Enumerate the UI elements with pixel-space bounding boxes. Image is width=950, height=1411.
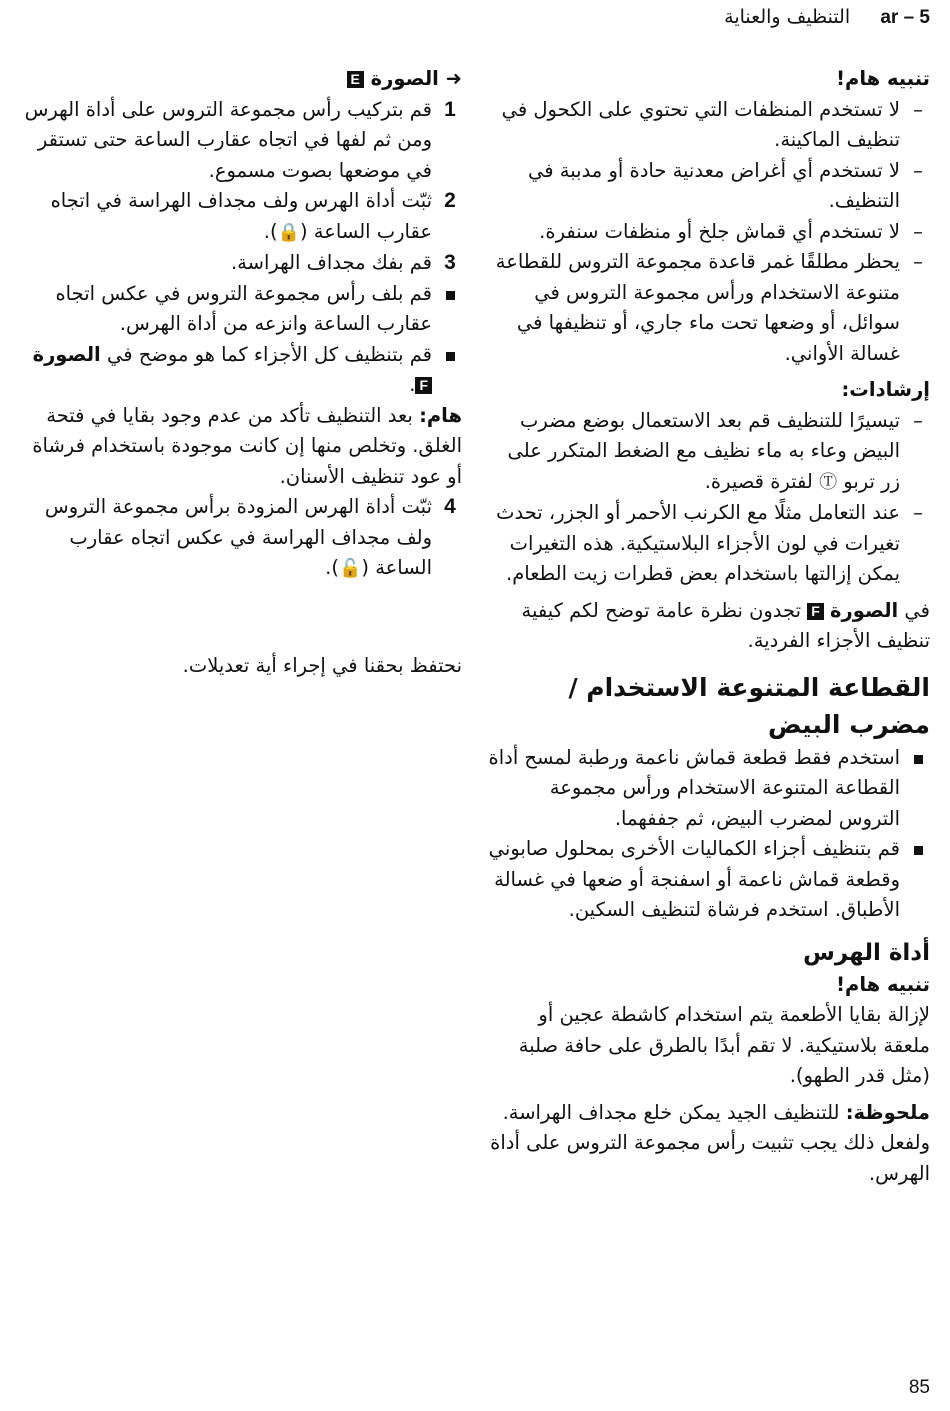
dash-marker: – bbox=[913, 219, 923, 243]
masher-caution-text: لإزالة بقايا الأطعمة يتم استخدام كاشطة عجين أو ملعقة بلاستيكية. لا تقم أبدًا بالطرق على حافة صلبة (مثل قدر الطهو). bbox=[518, 1003, 930, 1087]
section-title: التنظيف والعناية bbox=[724, 6, 851, 28]
dash-marker: – bbox=[913, 97, 923, 121]
masher-caution-heading: تنبيه هام! bbox=[836, 972, 930, 996]
note-label: ملحوظة: bbox=[845, 1100, 930, 1124]
tips-heading: إرشادات: bbox=[841, 378, 930, 401]
step-item: 1 قم بتركيب رأس مجموعة التروس على أداة الهرس ومن ثم لفها في اتجاه عقارب الساعة حتى تستقر في موضعها بصوت مسموع. bbox=[22, 95, 462, 187]
square-bullet-icon bbox=[914, 846, 923, 855]
reserve-rights-text: نحتفظ بحقنا في إجراء أية تعديلات. bbox=[182, 653, 462, 677]
figure-e-reference: ➜ الصورة E bbox=[22, 64, 462, 95]
lock-closed-icon: 🔒 bbox=[277, 221, 300, 243]
page-number: 85 bbox=[908, 1377, 930, 1398]
bullet-item: قم بتنظيف كل الأجزاء كما هو موضح في الصورة F. bbox=[22, 340, 462, 401]
arrow-icon: ➜ bbox=[445, 67, 462, 90]
figure-e-badge: E bbox=[347, 71, 364, 88]
square-bullet-icon bbox=[914, 755, 923, 764]
dash-marker: – bbox=[913, 158, 923, 182]
step-item: 4 ثبّت أداة الهرس المزودة برأس مجموعة التروس ولف مجداف الهراسة في عكس اتجاه عقارب الساعة (🔓). bbox=[22, 492, 462, 585]
step-item: 2 ثبّت أداة الهرس ولف مجداف الهراسة في اتجاه عقارب الساعة (🔒). bbox=[22, 186, 462, 248]
step-number: 1 bbox=[444, 97, 456, 121]
overview-paragraph: في الصورة F تجدون نظرة عامة توضح لكم كيفية تنظيف الأجزاء الفردية. bbox=[521, 598, 930, 652]
square-bullet-icon bbox=[446, 352, 455, 361]
important-note: هام: بعد التنظيف تأكد من عدم وجود بقايا في فتحة الغلق. وتخلص منها إن كانت موجودة باستخدام فرشاة أو عود تنظيف الأسنان. bbox=[32, 403, 462, 488]
bullet-item: قم بتنظيف أجزاء الكماليات الأخرى بمحلول صابوني وقطعة قماش ناعمة أو اسفنجة أو ضعها في غسالة الأطباق. استخدم فرشاة لتنظيف السكين. bbox=[488, 834, 930, 926]
heading-multi-cutter: القطاعة المتنوعة الاستخدام / bbox=[568, 672, 930, 702]
important-label: هام: bbox=[419, 403, 462, 427]
tip-item: – عند التعامل مثلًا مع الكرنب الأحمر أو الجزر، تحدث تغيرات في لون الأجزاء البلاستيكية. هذه التغيرات يمكن إزالتها باستخدام بعض قطرات زيت الطعام. bbox=[488, 498, 930, 590]
bullet-item: استخدم فقط قطعة قماش ناعمة ورطبة لمسح أداة القطاعة المتنوعة الاستخدام ورأس مجموعة التروس لمضرب البيض، ثم جففهما. bbox=[488, 743, 930, 835]
dash-marker: – bbox=[913, 408, 923, 432]
turbo-button-icon: Ⓣ bbox=[819, 471, 838, 493]
caution-item: – لا تستخدم المنظفات التي تحتوي على الكحول في تنظيف الماكينة. bbox=[488, 95, 930, 156]
step-number: 3 bbox=[444, 251, 456, 274]
caution-item: – لا تستخدم أي أغراض معدنية حادة أو مدببة في التنظيف. bbox=[488, 156, 930, 217]
dash-marker: – bbox=[913, 250, 923, 273]
square-bullet-icon bbox=[446, 291, 455, 300]
left-column bbox=[22, 64, 462, 681]
heading-whisk: مضرب البيض bbox=[768, 709, 930, 739]
dash-marker: – bbox=[913, 501, 923, 524]
figure-f-badge: F bbox=[807, 603, 824, 620]
caution-item: – يحظر مطلقًا غمر قاعدة مجموعة التروس للقطاعة متنوعة الاستخدام ورأس مجموعة التروس في سوائل، أو وضعها تحت ماء جاري، أو تنظيفها في غسالة الأواني. bbox=[488, 247, 930, 369]
step-item: 3 قم بفك مجداف الهراسة. bbox=[22, 248, 462, 279]
section-number: 5 – ar bbox=[880, 7, 930, 28]
page-header bbox=[724, 6, 930, 29]
caution-item: – لا تستخدم أي قماش جلخ أو منظفات سنفرة. bbox=[488, 217, 930, 248]
note-paragraph: ملحوظة: للتنظيف الجيد يمكن خلع مجداف الهراسة. ولفعل ذلك يجب تثبيت رأس مجموعة التروس على أداة الهرس. bbox=[490, 1100, 930, 1185]
bullet-item: قم بلف رأس مجموعة التروس في عكس اتجاه عقارب الساعة وانزعه من أداة الهرس. bbox=[22, 279, 462, 340]
step-number: 4 bbox=[444, 495, 456, 518]
heading-masher: أداة الهرس bbox=[803, 939, 930, 966]
step-number: 2 bbox=[444, 189, 456, 212]
lock-open-icon: 🔓 bbox=[338, 558, 362, 579]
right-column bbox=[488, 64, 930, 1189]
tip-item: – تيسيرًا للتنظيف قم بعد الاستعمال بوضع مضرب البيض وعاء به ماء نظيف مع الضغط المتكرر على زر تربو Ⓣ لفترة قصيرة. bbox=[488, 406, 930, 499]
caution-heading: تنبيه هام! bbox=[836, 67, 930, 90]
figure-f-badge: F bbox=[415, 377, 432, 394]
